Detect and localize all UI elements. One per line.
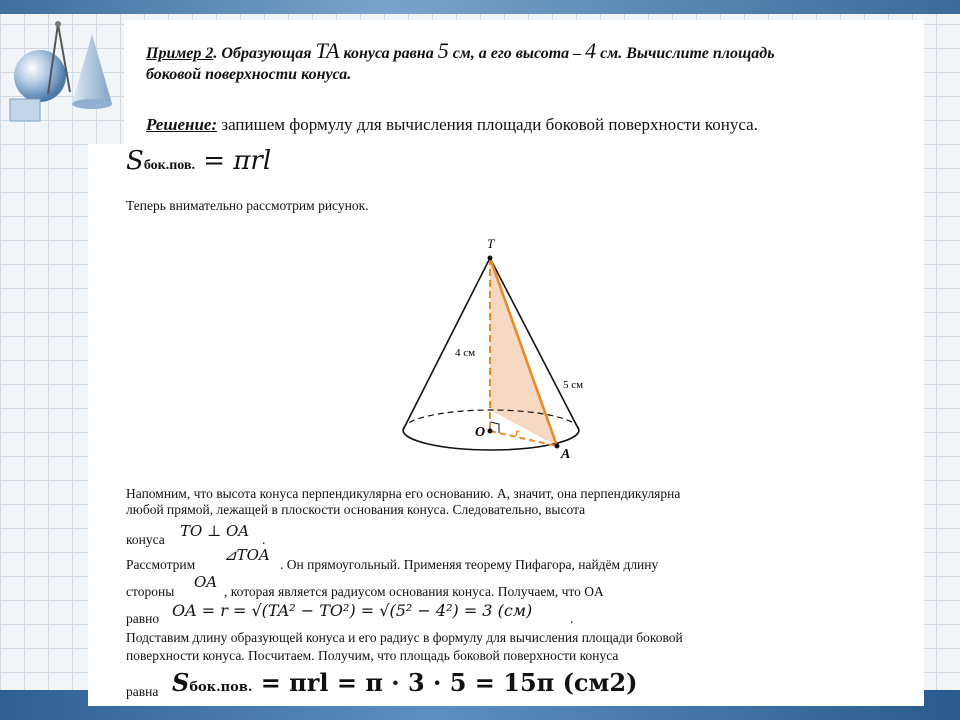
cone-figure xyxy=(395,232,595,464)
para3-line3-prefix: равна xyxy=(126,684,159,699)
geometry-decor-icon xyxy=(0,14,130,134)
problem-line2: боковой поверхности конуса. xyxy=(146,66,352,83)
length-value: 5 xyxy=(437,38,449,63)
para2-line2-prefix: стороны xyxy=(126,584,175,599)
solution-intro: Решение: запишем формулу для вычисления площади боковой поверхности конуса. xyxy=(146,115,758,134)
label-radius: r xyxy=(515,425,520,439)
look-text: Теперь внимательно рассмотрим рисунок. xyxy=(126,198,369,213)
para1-line2: любой прямой, лежащей в плоскости основания конуса. Следовательно, высота xyxy=(126,502,586,517)
para1-math: TO ⊥ OA xyxy=(180,522,250,540)
para2-pythagoras-math: OA = r = √(TA² − TO²) = √(5² − 4²) = 3 (см) xyxy=(172,601,533,620)
label-center: O xyxy=(475,425,486,440)
para2-oa-math: OA xyxy=(194,573,218,591)
problem-label: Пример 2 xyxy=(146,45,214,62)
slant-left xyxy=(403,258,490,430)
label-height: 4 см xyxy=(455,347,476,359)
para1-line3-suffix: . xyxy=(262,532,266,547)
label-point-a: A xyxy=(561,447,571,462)
segment-ta: TA xyxy=(315,38,340,63)
para2-suffix: . Он прямоугольный. Применяя теорему Пифагора, найдём длину xyxy=(280,557,659,572)
para3-line1: Подставим длину образующей конуса и его радиус в формулу для вычисления площади боковой xyxy=(126,630,683,645)
para2-line2-suffix: , которая является радиусом основания конуса. Получаем, что OA xyxy=(224,584,604,599)
para2-line3-suffix: . xyxy=(570,611,574,626)
problem-statement: Пример 2. Образующая TA конуса равна 5 см, а его высота – 4 см. Вычислите площадь боковой поверхности конуса. xyxy=(146,38,775,83)
formula-lateral-area: Sбок.пов. = πrl xyxy=(126,146,272,176)
height-value: 4 xyxy=(585,38,597,63)
label-slant: 5 см xyxy=(563,379,584,391)
para1-line1: Напомним, что высота конуса перпендикулярна его основанию. А, значит, она перпендикулярна xyxy=(126,486,681,501)
para1-line3-prefix: конуса xyxy=(126,532,165,547)
para2-line3-prefix: равно xyxy=(126,611,160,626)
solution-label: Решение: xyxy=(146,115,218,134)
para3-line2: поверхности конуса. Посчитаем. Получим, что площадь боковой поверхности конуса xyxy=(126,648,619,663)
final-formula: Sбок.пов. = πrl = π · 3 · 5 = 15π (см2) xyxy=(172,668,638,697)
para2-triangle-math: ⊿TOA xyxy=(224,546,270,564)
para2-prefix: Рассмотрим xyxy=(126,557,196,572)
top-decor-band xyxy=(0,0,960,14)
label-apex: T xyxy=(487,236,495,251)
